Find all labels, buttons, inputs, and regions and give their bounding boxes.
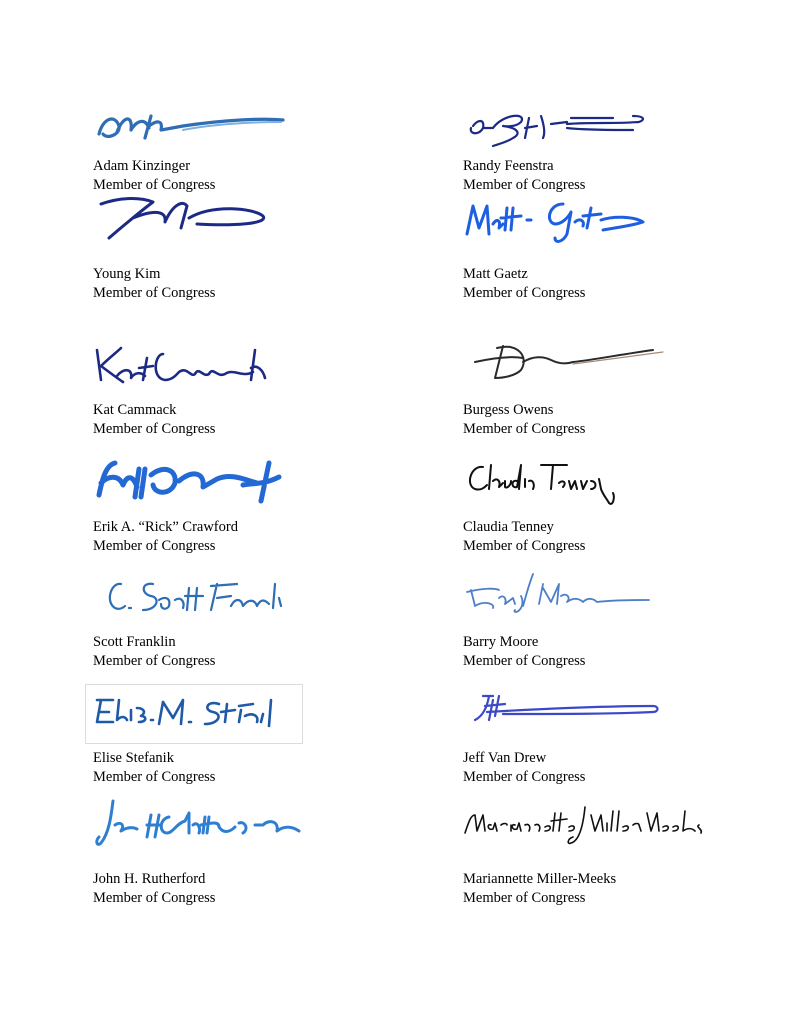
signature-block-gaetz	[463, 202, 763, 312]
signature-icon	[93, 455, 323, 505]
signer-title: Member of Congress	[93, 421, 216, 437]
signer-title: Member of Congress	[93, 653, 216, 669]
signature-block-cammack	[93, 338, 393, 448]
signer-title: Member of Congress	[463, 769, 586, 785]
signer-title: Member of Congress	[93, 769, 216, 785]
signature-block-kim	[93, 202, 393, 312]
signer-title: Member of Congress	[463, 538, 586, 554]
signature-icon	[463, 338, 693, 388]
signer-title: Member of Congress	[463, 421, 586, 437]
signer-title: Member of Congress	[93, 285, 216, 301]
signer-name: John H. Rutherford	[93, 871, 206, 887]
signature-icon	[463, 455, 693, 510]
signature-icon	[463, 194, 693, 254]
signature-block-tenney	[463, 455, 763, 565]
signer-title: Member of Congress	[93, 538, 216, 554]
signature-icon	[93, 104, 323, 154]
signer-name: Scott Franklin	[93, 634, 176, 650]
signer-name: Claudia Tenney	[463, 519, 554, 535]
signature-icon	[93, 797, 323, 852]
signature-icon	[93, 570, 323, 620]
signer-name: Kat Cammack	[93, 402, 177, 418]
signer-name: Barry Moore	[463, 634, 539, 650]
signature-block-stefanik	[93, 686, 393, 796]
signer-name: Elise Stefanik	[93, 750, 174, 766]
signer-name: Young Kim	[93, 266, 161, 282]
signer-title: Member of Congress	[93, 890, 216, 906]
signer-name: Randy Feenstra	[463, 158, 554, 174]
signer-title: Member of Congress	[463, 285, 586, 301]
signer-name: Jeff Van Drew	[463, 750, 547, 766]
signature-icon	[463, 570, 693, 620]
signature-icon	[463, 797, 713, 852]
signer-name: Mariannette Miller-Meeks	[463, 871, 617, 887]
signature-block-van-drew	[463, 686, 763, 796]
signer-name: Burgess Owens	[463, 402, 554, 418]
signature-icon	[93, 338, 323, 388]
signature-block-miller-meeks	[463, 801, 763, 911]
signature-icon	[93, 194, 323, 254]
signer-name: Erik A. “Rick” Crawford	[93, 519, 238, 535]
signer-title: Member of Congress	[93, 177, 216, 193]
signature-icon	[463, 686, 693, 736]
signature-block-franklin	[93, 570, 393, 680]
signature-block-owens	[463, 338, 763, 448]
signature-block-moore	[463, 570, 763, 680]
signer-name: Matt Gaetz	[463, 266, 528, 282]
signature-icon	[93, 686, 323, 736]
signer-name: Adam Kinzinger	[93, 158, 191, 174]
signature-block-rutherford	[93, 801, 393, 911]
signer-title: Member of Congress	[463, 177, 586, 193]
signature-block-crawford	[93, 455, 393, 565]
signature-icon	[463, 104, 693, 154]
signer-title: Member of Congress	[463, 653, 586, 669]
signer-title: Member of Congress	[463, 890, 586, 906]
